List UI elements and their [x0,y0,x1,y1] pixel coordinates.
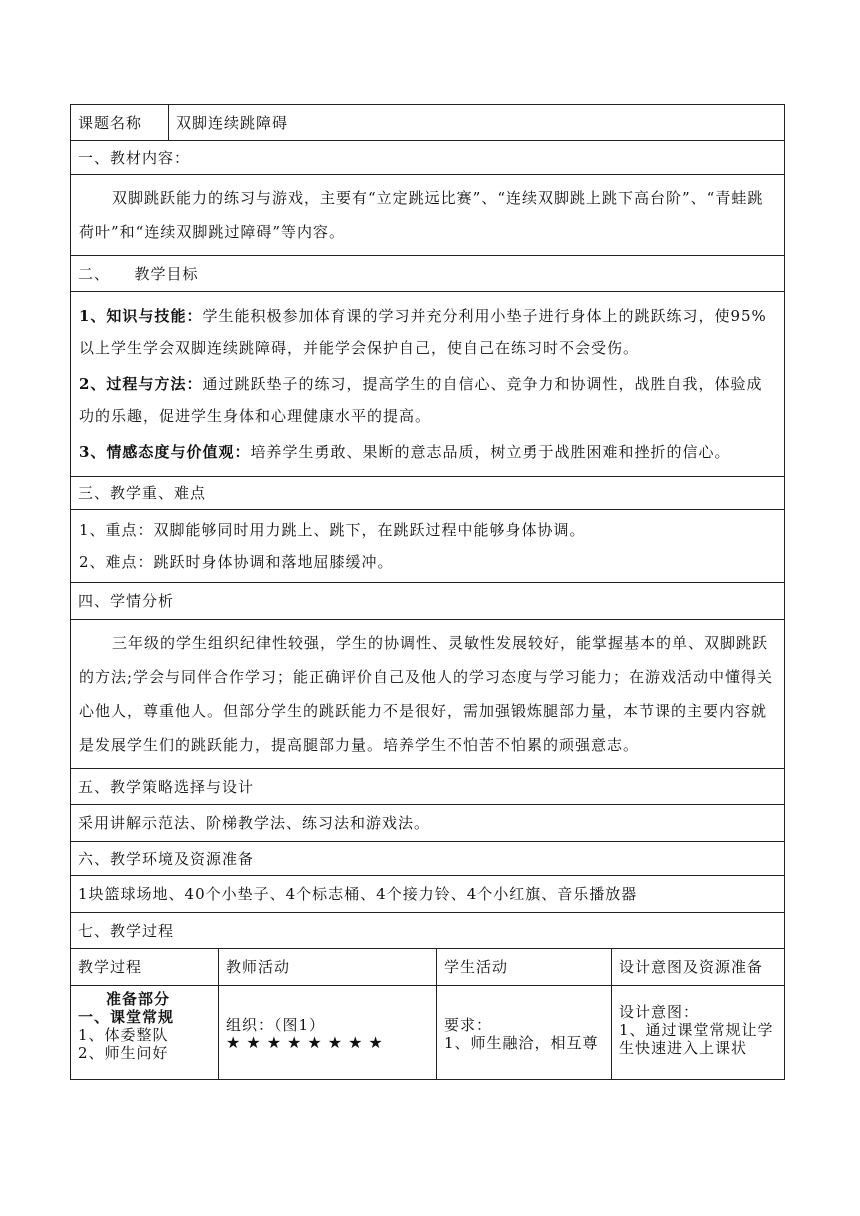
process-title-row [71,913,785,949]
design-text: 1、通过课堂常规让学生快速进入上课状 [619,1021,774,1057]
strategy-title-row [71,769,785,805]
analysis-title-row [71,583,785,620]
goal-text: 培养学生勇敢、果断的意志品质，树立勇于战胜困难和挫折的信心。 [250,443,731,461]
strategy-title: 五、教学策略选择与设计 [71,769,785,805]
process-student-cell [437,986,612,1080]
goal-item [79,436,776,468]
content-title: 一、教材内容： [71,141,785,175]
goal-label: 2、过程与方法： [79,375,203,393]
goal-label: 3、情感态度与价值观： [79,443,251,461]
content-title-row [71,141,785,175]
keypoints-title: 三、教学重、难点 [71,477,785,510]
topic-value: 双脚连续跳障碍 [169,105,785,141]
student-spacer [444,990,604,1016]
process-title: 七、教学过程 [71,913,785,949]
stage-item: 2、师生问好 [78,1044,169,1062]
topic-label: 课题名称 [71,105,169,141]
process-teacher-cell [219,986,437,1080]
keypoints-body [71,510,785,583]
process-header-stage: 教学过程 [71,949,219,986]
teacher-org: 组织：（图1） [226,1016,326,1034]
topic-row [71,105,785,141]
process-design-cell [612,986,785,1080]
goals-body [71,292,785,477]
keypoints-title-row [71,477,785,510]
teacher-spacer [226,990,429,1016]
process-header-student: 学生活动 [437,949,612,986]
analysis-body-row [71,620,785,769]
goal-text: 通过跳跃垫子的练习，提高学生的自信心、竞争力和协调性，战胜自我，体验成功的乐趣，促进学生身体和心理健康水平的提高。 [79,375,763,425]
design-spacer [619,990,777,1003]
strategy-body-row [71,805,785,842]
keypoints-body-row [71,510,785,583]
lesson-plan-table [70,104,785,1080]
resources-title: 六、教学环境及资源准备 [71,842,785,876]
design-title: 设计意图： [619,1003,700,1021]
stage-section-title: 一、课堂常规 [78,1008,175,1026]
lesson-plan-page [70,104,784,1080]
analysis-title: 四、学情分析 [71,583,785,620]
keypoint-item: 1、重点：双脚能够同时用力跳上、跳下，在跳跃过程中能够身体协调。 [79,521,586,539]
student-req: 要求： [444,1016,493,1034]
process-header-teacher: 教师活动 [219,949,437,986]
stage-part-title: 准备部分 [106,990,171,1008]
process-header-design: 设计意图及资源准备 [612,949,785,986]
goal-item [79,300,776,364]
goal-item [79,368,776,432]
analysis-text: 三年级的学生组织纪律性较强，学生的协调性、灵敏性发展较好，能掌握基本的单、双脚跳跃的方法;学会与同伴合作学习；能正确评价自己及他人的学习态度与学习能力；在游戏活动中懂得关心他人，尊重他人。但部分学生的跳跃能力不是很好，需加强锻炼腿部力量，本节课的主要内容就是发展学生们的跳跃能力，提高腿部力量。培养学生不怕苦不怕累的顽强意志。 [71,620,785,769]
resources-text: 1块篮球场地、40个小垫子、4个标志桶、4个接力铃、4个小红旗、音乐播放器 [71,876,785,913]
goal-label: 1、知识与技能： [79,307,203,325]
process-body-row [71,986,785,1080]
formation-stars: ★★★★★★★★ [226,1033,389,1052]
keypoint-item: 2、难点：跳跃时身体协调和落地屈膝缓冲。 [79,553,394,571]
goal-text: 学生能积极参加体育课的学习并充分利用小垫子进行身体上的跳跃练习，使95%以上学生学会双脚连续跳障碍，并能学会保护自己，使自己在练习时不会受伤。 [79,307,767,357]
content-text: 双脚跳跃能力的练习与游戏，主要有“立定跳远比赛”、“连续双脚跳上跳下高台阶”、“青蛙跳荷叶”和“连续双脚跳过障碍”等内容。 [71,175,785,256]
stage-item: 1、体委整队 [78,1026,169,1044]
resources-body-row [71,876,785,913]
content-body-row [71,175,785,256]
goals-body-row [71,292,785,477]
process-header-row [71,949,785,986]
resources-title-row [71,842,785,876]
strategy-text: 采用讲解示范法、阶梯教学法、练习法和游戏法。 [71,805,785,842]
goals-title-row [71,256,785,292]
student-item: 1、师生融洽，相互尊 [444,1034,599,1052]
goals-title: 二、 教学目标 [71,256,785,292]
process-stage-cell [71,986,219,1080]
